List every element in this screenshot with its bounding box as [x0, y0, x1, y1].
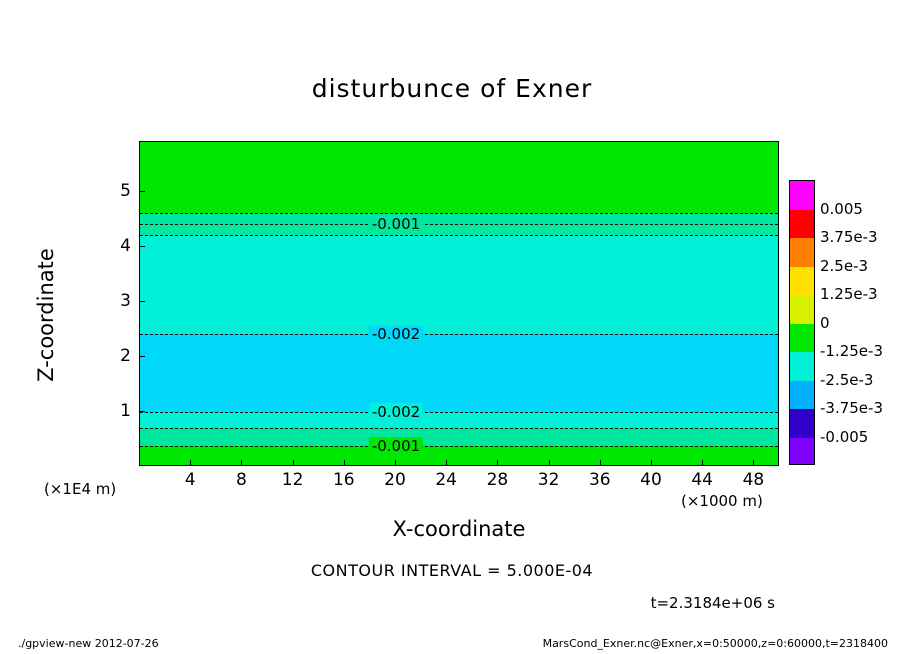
x-tick-label: 36: [588, 470, 611, 490]
y-axis-unit: (×1E4 m): [44, 480, 117, 498]
field-band: [140, 142, 778, 213]
field-band: [140, 334, 778, 412]
colorbar-tick-label: 1.25e-3: [820, 285, 878, 303]
page-title: disturbunce of Exner: [311, 74, 593, 103]
x-tick-mark: [549, 460, 550, 466]
x-axis-unit: (×1000 m): [681, 492, 763, 510]
y-tick-label: 1: [120, 400, 131, 421]
x-tick-mark: [241, 460, 242, 466]
colorbar-tick-label: -0.005: [820, 427, 869, 446]
contour-interval-label: CONTOUR INTERVAL = 5.000E-04: [310, 561, 594, 580]
colorbar-cell: [790, 210, 814, 239]
colorbar-cell: [790, 324, 814, 353]
x-tick-mark: [753, 460, 754, 466]
colorbar-cell: [790, 238, 814, 267]
x-tick-label: 40: [640, 470, 662, 490]
field-band: [140, 235, 778, 334]
field-band: [140, 428, 778, 446]
contour-line: [140, 446, 778, 447]
colorbar-cell: [790, 381, 814, 410]
colorbar-cell: [790, 267, 814, 296]
contour-line: [140, 428, 778, 429]
colorbar-cell: [790, 295, 814, 324]
x-axis-title: X-coordinate: [392, 517, 526, 541]
footer-right: MarsCond_Exner.nc@Exner,x=0:50000,z=0:60000,t=2318400: [542, 637, 888, 650]
y-tick-mark: [139, 411, 145, 412]
y-tick-mark: [139, 191, 145, 192]
footer-left: ./gpview-new 2012-07-26: [18, 637, 159, 650]
x-tick-mark: [702, 460, 703, 466]
y-tick-label: 5: [120, 180, 131, 201]
y-axis-title: Z-coordinate: [34, 248, 58, 382]
y-tick-label: 2: [120, 345, 131, 366]
x-tick-label: 16: [332, 470, 355, 490]
y-tick-mark: [139, 301, 145, 302]
colorbar: [789, 180, 815, 465]
colorbar-tick-label: 0: [820, 313, 830, 332]
y-tick-mark: [139, 246, 145, 247]
x-tick-mark: [293, 460, 294, 466]
contour-label: -0.001: [369, 215, 423, 233]
x-tick-label: 32: [537, 470, 560, 490]
x-tick-mark: [446, 460, 447, 466]
x-tick-mark: [497, 460, 498, 466]
y-tick-mark: [139, 356, 145, 357]
contour-line: [140, 334, 778, 335]
colorbar-tick-label: -2.5e-3: [820, 370, 874, 389]
colorbar-tick-label: 3.75e-3: [820, 228, 878, 246]
x-tick-mark: [344, 460, 345, 466]
x-tick-label: 48: [742, 470, 765, 490]
colorbar-tick-label: 2.5e-3: [820, 256, 869, 275]
x-tick-mark: [600, 460, 601, 466]
contour-line: [140, 224, 778, 225]
field-band: [140, 446, 778, 466]
x-tick-label: 8: [235, 470, 247, 490]
y-tick-label: 3: [120, 290, 131, 311]
colorbar-cell: [790, 181, 814, 210]
colorbar-cell: [790, 352, 814, 381]
contour-label: -0.002: [369, 325, 423, 343]
time-label: t=2.3184e+06 s: [650, 594, 775, 612]
contour-line: [140, 213, 778, 214]
colorbar-tick-label: -3.75e-3: [820, 399, 883, 417]
x-tick-label: 4: [184, 470, 196, 490]
colorbar-tick-label: -1.25e-3: [820, 342, 883, 360]
y-tick-label: 4: [120, 235, 131, 256]
contour-line: [140, 412, 778, 413]
x-tick-label: 28: [486, 470, 509, 490]
contour-label: -0.001: [369, 437, 423, 455]
colorbar-cell: [790, 409, 814, 438]
colorbar-tick-label: 0.005: [820, 199, 863, 218]
x-tick-mark: [651, 460, 652, 466]
x-tick-label: 20: [384, 470, 406, 490]
x-tick-label: 24: [435, 470, 458, 490]
x-tick-mark: [395, 460, 396, 466]
contour-label: -0.002: [369, 403, 423, 421]
colorbar-cell: [790, 438, 814, 466]
field-band: [140, 412, 778, 429]
x-tick-label: 44: [691, 470, 714, 490]
x-tick-label: 12: [281, 470, 304, 490]
x-tick-mark: [190, 460, 191, 466]
contour-line: [140, 235, 778, 236]
plot-area: [139, 141, 779, 466]
